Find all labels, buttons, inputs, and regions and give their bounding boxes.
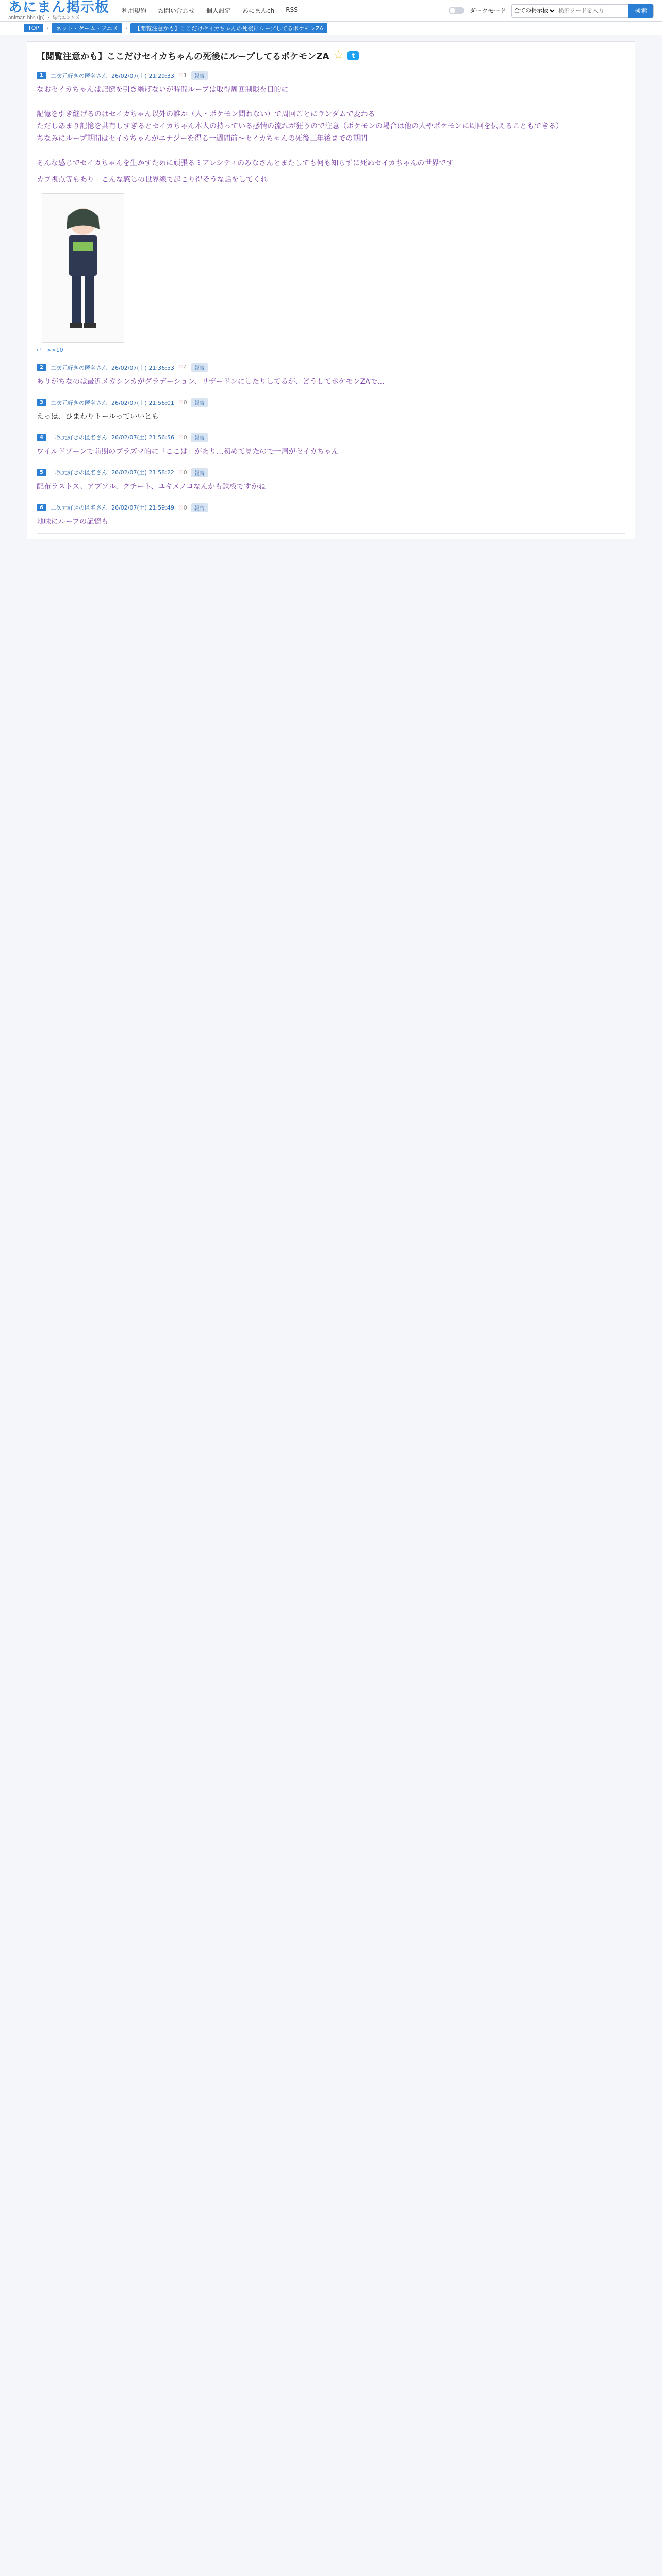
top-nav (122, 6, 298, 15)
dark-mode-label: ダークモード (469, 7, 506, 14)
search-button[interactable]: 検索 (628, 4, 653, 18)
header (0, 0, 662, 22)
post-meta (37, 71, 625, 80)
post-number[interactable]: 2 (37, 364, 46, 371)
post-date: 26/02/07(土) 21:59:49 (111, 504, 174, 512)
like-button[interactable] (178, 72, 187, 79)
post-number[interactable]: 4 (37, 434, 46, 441)
post-meta (37, 503, 625, 512)
header-right (449, 4, 654, 18)
post-number[interactable]: 1 (37, 72, 46, 79)
post-body: えっほ、ひまわりトールっていいとも (37, 413, 159, 421)
post-3 (37, 394, 625, 429)
heart-icon: ♡ (178, 399, 184, 406)
post-author: 二次元好きの匿名さん (50, 364, 107, 371)
report-button[interactable]: 報告 (191, 503, 208, 512)
nav-settings[interactable]: 個人設定 (206, 7, 231, 14)
like-button[interactable] (178, 364, 187, 371)
post-body-extra: カプ視点等もあり こんな感じの世界線で起こり得そうな話をしてくれ (37, 175, 268, 184)
like-button[interactable] (178, 434, 187, 441)
reply-link[interactable]: >>10 (46, 347, 63, 354)
post-body: なおセイカちゃんは記憶を引き継げないが時間ループは取得周回制限を目的に 記憶を引き継げるのはセイカちゃん以外の誰か（人・ポケモン問わない）で周回ごとにランダムで変わる ただしあまり記憶を共有しすぎるとセイカちゃん本人の持っている感情の流れが狂うので注意（ポケモンの場合は他の人やポケモンに周回を伝えることもできる） ちなみにループ期間はセイカちゃんがエナジーを得る一週間前～セイカちゃんの死後三年後までの期間 そんな感じでセイカちゃんを生かすために頑張るミアレシティのみなさんとまたしても何も知らずに死ぬセイカちゃんの世界です (37, 86, 564, 167)
post-number[interactable]: 5 (37, 469, 46, 476)
post-number[interactable]: 6 (37, 504, 46, 511)
post-meta (37, 468, 625, 477)
post-4 (37, 429, 625, 464)
post-number[interactable]: 3 (37, 399, 46, 406)
post-date: 26/02/07(土) 21:56:01 (111, 399, 174, 406)
post-body: 地味にループの記憶も (37, 517, 109, 526)
favorite-star-icon[interactable]: ☆ (333, 49, 344, 62)
nav-animanch[interactable]: あにまんch (242, 7, 275, 14)
logo-title: あにまん掲示板 (8, 0, 109, 15)
like-count: 0 (183, 504, 187, 511)
heart-icon: ♡ (178, 434, 184, 441)
search-scope-select[interactable] (512, 5, 556, 17)
dark-mode-toggle[interactable] (449, 7, 464, 14)
post-5 (37, 464, 625, 499)
post-meta (37, 363, 625, 372)
breadcrumb (0, 22, 662, 35)
post-footer (37, 347, 625, 353)
character-illustration (52, 201, 114, 335)
like-count: 0 (183, 399, 187, 406)
twitter-share-icon[interactable]: t (347, 51, 359, 60)
nav-terms[interactable]: 利用規約 (122, 7, 147, 14)
search-input[interactable] (556, 5, 628, 17)
heart-icon: ♡ (178, 504, 184, 511)
like-button[interactable] (178, 504, 187, 511)
post-date: 26/02/07(土) 21:58:22 (111, 469, 174, 477)
post-6 (37, 499, 625, 534)
report-button[interactable]: 報告 (191, 398, 208, 407)
breadcrumb-top[interactable]: TOP (24, 24, 43, 32)
logo-subtitle: animan bbs (jp) ・ 総合エンタメ (8, 15, 80, 21)
post-meta (37, 433, 625, 442)
post-author: 二次元好きの匿名さん (50, 399, 107, 406)
nav-rss[interactable]: RSS (286, 6, 298, 13)
post-date: 26/02/07(土) 21:56:56 (111, 434, 174, 442)
post-1 (37, 67, 625, 359)
report-button[interactable]: 報告 (191, 363, 208, 372)
thread-title-row (37, 49, 625, 62)
post-body: 配布ラストス、アブソル、クチート、ユキメノコなんかも鉄板ですかね (37, 482, 266, 491)
post-date: 26/02/07(土) 21:36:53 (111, 364, 174, 371)
like-count: 0 (183, 469, 187, 476)
logo[interactable] (8, 1, 109, 21)
post-body: ありがちなのは最近メガシンカがグラデーション、リザードンにしたりしてるが、どうしてポケモンZAで… (37, 378, 385, 386)
like-count: 1 (183, 72, 187, 79)
post-author: 二次元好きの匿名さん (50, 72, 107, 79)
heart-icon: ♡ (178, 469, 184, 476)
breadcrumb-separator: › (125, 25, 128, 31)
post-2 (37, 359, 625, 394)
post-date: 26/02/07(土) 21:29:33 (111, 72, 174, 79)
post-meta (37, 398, 625, 407)
report-button[interactable]: 報告 (191, 71, 208, 80)
like-count: 0 (183, 434, 187, 441)
heart-icon: ♡ (178, 72, 184, 79)
breadcrumb-thread[interactable]: 【閲覧注意かも】ここだけセイカちゃんの死後にループしてるポケモンZA (130, 23, 327, 33)
post-author: 二次元好きの匿名さん (50, 469, 107, 477)
reply-icon[interactable]: ↩ (37, 347, 42, 354)
like-button[interactable] (178, 399, 187, 406)
breadcrumb-category[interactable]: ネット・ゲーム・アニメ (52, 23, 122, 33)
post-body: ワイルドゾーンで前期のプラズマ的に「ここは」があり…初めて見たので一周がセイカちゃん (37, 447, 339, 456)
thread-title: 【閲覧注意かも】ここだけセイカちゃんの死後にループしてるポケモンZA (37, 52, 329, 62)
breadcrumb-separator: › (46, 25, 49, 31)
nav-contact[interactable]: お問い合わせ (158, 7, 195, 14)
report-button[interactable]: 報告 (191, 468, 208, 477)
post-author: 二次元好きの匿名さん (50, 504, 107, 512)
character-image[interactable] (42, 193, 124, 343)
search-box (511, 4, 654, 18)
heart-icon: ♡ (178, 364, 184, 371)
post-author: 二次元好きの匿名さん (50, 434, 107, 442)
like-count: 4 (183, 364, 187, 371)
thread-container (27, 41, 635, 539)
report-button[interactable]: 報告 (191, 433, 208, 442)
like-button[interactable] (178, 469, 187, 476)
